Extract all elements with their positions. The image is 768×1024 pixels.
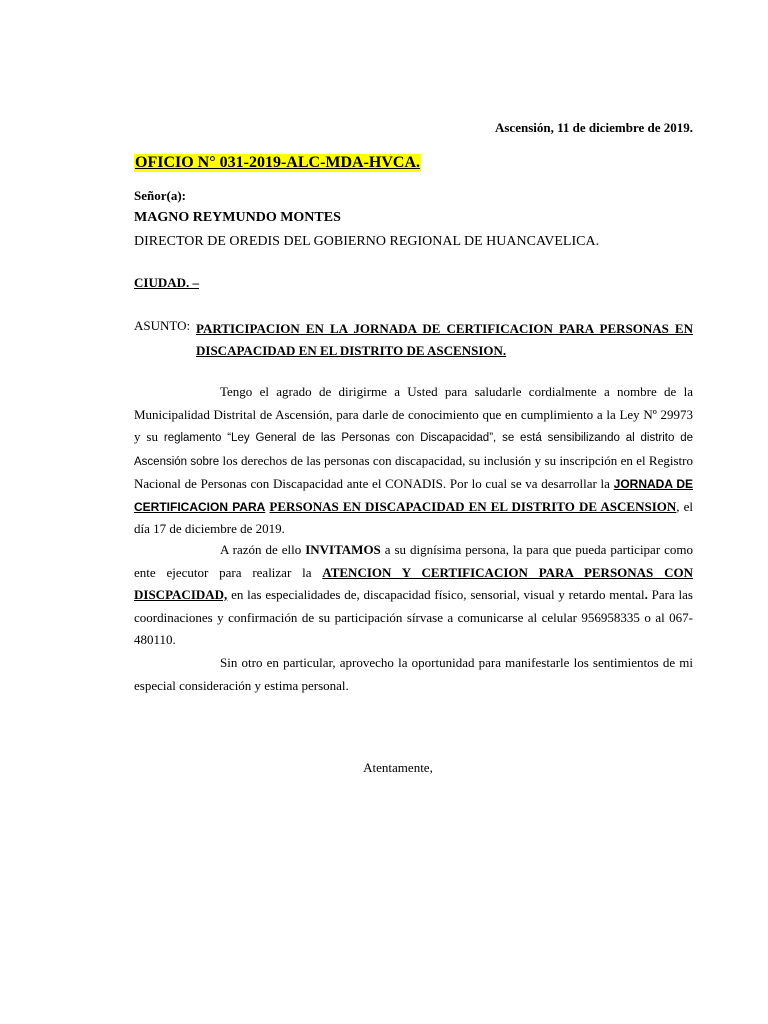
- recipient-title: DIRECTOR DE OREDIS DEL GOBIERNO REGIONAL DE HUANCAVELICA.: [134, 234, 600, 249]
- p2-text-g: Para las coordinaciones y confirmación de su participación sírvase a comunicarse al celular 956958335 o al 067-480110.: [134, 587, 693, 647]
- subject-text: PARTICIPACION EN LA JORNADA DE CERTIFICACION PARA PERSONAS EN DISCAPACIDAD EN EL DISTRITO DE ASCENSION.: [196, 321, 693, 358]
- p2-service-name: ATENCION Y CERTIFICACION PARA PERSONAS CON DISCPACIDAD,: [134, 564, 693, 602]
- subject-label: ASUNTO:: [134, 318, 191, 333]
- p2-text-e: en las especialidades de, discapacidad físico, sensorial, visual y retardo mental: [231, 587, 645, 602]
- paragraph-closing: [134, 652, 693, 697]
- oficio-number: OFICIO N° 031-2019-ALC-MDA-HVCA.: [135, 154, 421, 171]
- paragraph-invitation: [134, 539, 693, 652]
- p1-text-a: Tengo el agrado de dirigirme a Usted para saludarle cordialmente a nombre de la Municipalidad Distrital de Ascensión, para darle de conocimiento que en cumplimiento a la Ley Nº 29973 y su: [134, 384, 693, 444]
- p1-event-name-b: PERSONAS EN DISCAPACIDAD EN EL DISTRITO DE ASCENSION: [269, 498, 677, 514]
- p1-text-c: los derechos de las personas con discapacidad, su inclusión y su inscripción en el Registro Nacional de Personas con Discapacidad ante el CONADIS. Por lo cual se va desarrollar la: [134, 452, 693, 491]
- p2-invitamos: INVITAMOS: [305, 542, 381, 557]
- p1-text-f: , el día 17 de diciembre de 2019.: [134, 498, 693, 536]
- p3-text: Sin otro en particular, aprovecho la oportunidad para manifestarle los sentimientos de mi especial consideración y estima personal.: [134, 655, 693, 693]
- p2-period: .: [644, 587, 648, 602]
- closing-text: Atentamente,: [363, 760, 433, 775]
- letter-date: Ascensión, 11 de diciembre de 2019.: [494, 120, 693, 135]
- p1-event-name-a: JORNADA DE CERTIFICACION PARA: [134, 477, 694, 514]
- p1-text-b: reglamento “Ley General de las Personas con Discapacidad”, se está sensibilizando al distrito de Ascensión sobre: [134, 432, 693, 468]
- city-line: CIUDAD. –: [134, 275, 199, 290]
- salutation: Señor(a):: [134, 188, 186, 203]
- recipient-name: MAGNO REYMUNDO MONTES: [134, 210, 341, 225]
- p2-text-c: a su dignísima persona, la para que pueda participar como ente ejecutor para realizar la: [134, 542, 694, 580]
- closing-line: [0, 760, 768, 776]
- p2-text-a: A razón de ello: [220, 542, 302, 557]
- paragraph-intro: [134, 381, 693, 541]
